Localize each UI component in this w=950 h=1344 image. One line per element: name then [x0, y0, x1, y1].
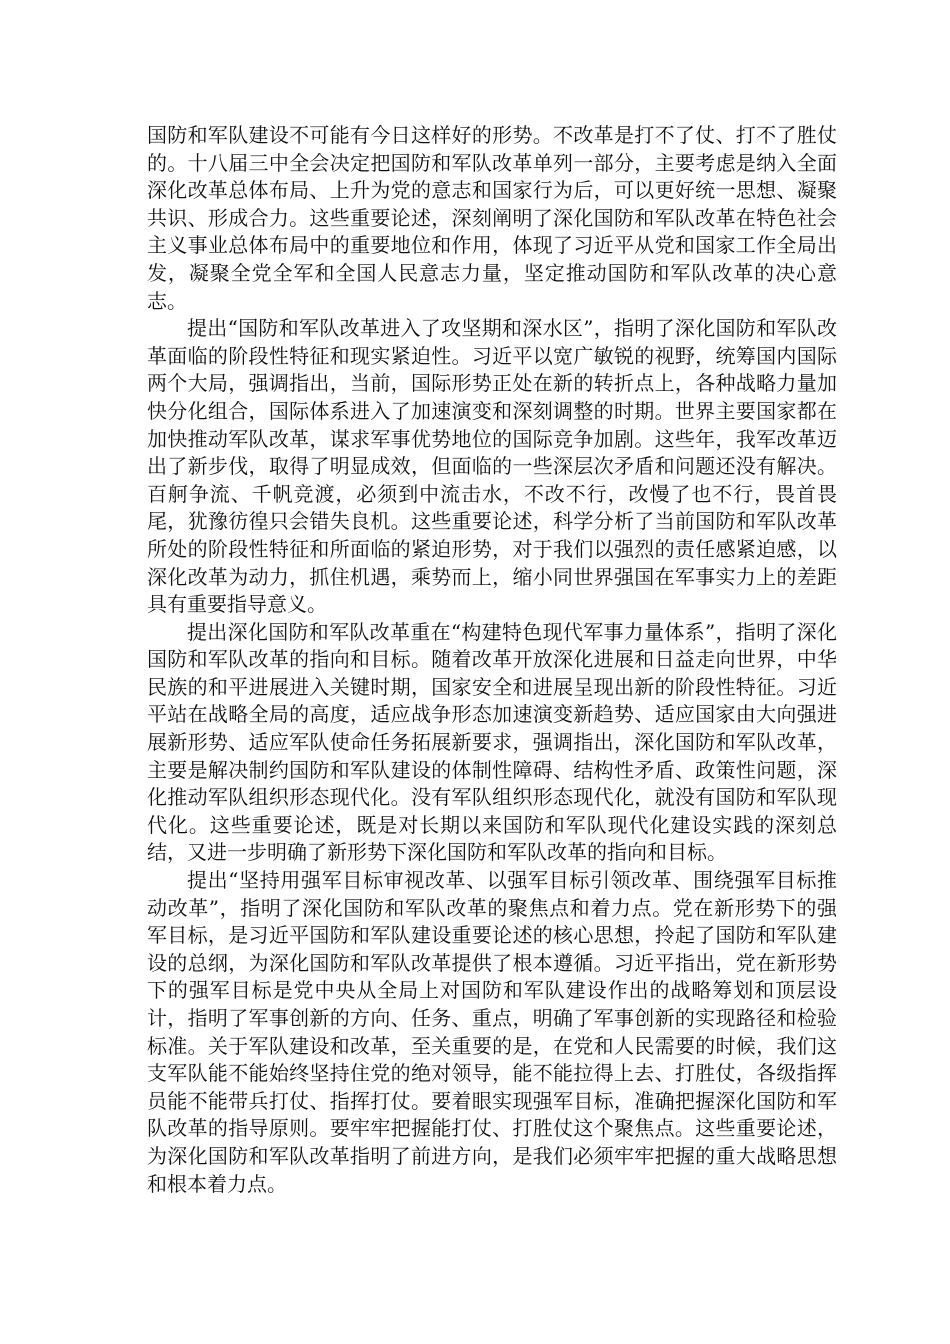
paragraph-4: 提出“坚持用强军目标审视改革、以强军目标引领改革、围绕强军目标推动改革”，指明了深化国防和军队改革的聚焦点和着力点。党在新形势下的强军目标，是习近平国防和军队建设重要论述的核心思想，拎起了国防和军队建设的总纲，为深化国防和军队改革提供了根本遵循。习近平指出，党在新形势下的强军目标是党中央从全局上对国防和军队建设作出的战略筹划和顶层设计，指明了军事创新的方向、任务、重点，明确了军事创新的实现路径和检验标准。关于军队建设和改革，至关重要的是，在党和人民需要的时候，我们这支军队能不能始终坚持住党的绝对领导，能不能拉得上去、打胜仗，各级指挥员能不能带兵打仗、指挥打仗。要着眼实现强军目标，准确把握深化国防和军队改革的指导原则。要牢牢把握能打仗、打胜仗这个聚焦点。这些重要论述，为深化国防和军队改革指明了前进方向，是我们必须牢牢把握的重大战略思想和根本着力点。 — [147, 868, 837, 1196]
paragraph-2: 提出“国防和军队改革进入了攻坚期和深水区”，指明了深化国防和军队改革面临的阶段性特征和现实紧迫性。习近平以宽广敏锐的视野，统筹国内国际两个大局，强调指出，当前，国际形势正处在新的转折点上，各种战略力量加快分化组合，国际体系进入了加速演变和深刻调整的时期。世界主要国家都在加快推动军队改革，谋求军事优势地位的国际竞争加剧。这些年，我军改革迈出了新步伐，取得了明显成效，但面临的一些深层次矛盾和问题还没有解决。百舸争流、千帆竞渡，必须到中流击水，不改不行，改慢了也不行，畏首畏尾，犹豫彷徨只会错失良机。这些重要论述，科学分析了当前国防和军队改革所处的阶段性特征和所面临的紧迫形势，对于我们以强烈的责任感紧迫感，以深化改革为动力，抓住机遇，乘势而上，缩小同世界强国在军事实力上的差距具有重要指导意义。 — [147, 316, 837, 617]
paragraph-1: 国防和军队建设不可能有今日这样好的形势。不改革是打不了仗、打不了胜仗的。十八届三中全会决定把国防和军队改革单列一部分，主要考虑是纳入全面深化改革总体布局、上升为党的意志和国家行为后，可以更好统一思想、凝聚共识、形成合力。这些重要论述，深刻阐明了深化国防和军队改革在特色社会主义事业总体布局中的重要地位和作用，体现了习近平从党和国家工作全局出发，凝聚全党全军和全国人民意志力量，坚定推动国防和军队改革的决心意志。 — [147, 123, 837, 313]
paragraph-3: 提出深化国防和军队改革重在“构建特色现代军事力量体系”，指明了深化国防和军队改革的指向和目标。随着改革开放深化进展和日益走向世界，中华民族的和平进展进入关键时期，国家安全和进展呈现出新的阶段性特征。习近平站在战略全局的高度，适应战争形态加速演变新趋势、适应国家由大向强进展新形势、适应军队使命任务拓展新要求，强调指出，深化国防和军队改革，主要是解决制约国防和军队建设的体制性障碍、结构性矛盾、政策性问题，深化推动军队组织形态现代化。没有军队组织形态现代化，就没有国防和军队现代化。这些重要论述，既是对长期以来国防和军队现代化建设实践的深刻总结，又进一步明确了新形势下深化国防和军队改革的指向和目标。 — [147, 619, 837, 865]
document-body — [147, 122, 837, 1198]
